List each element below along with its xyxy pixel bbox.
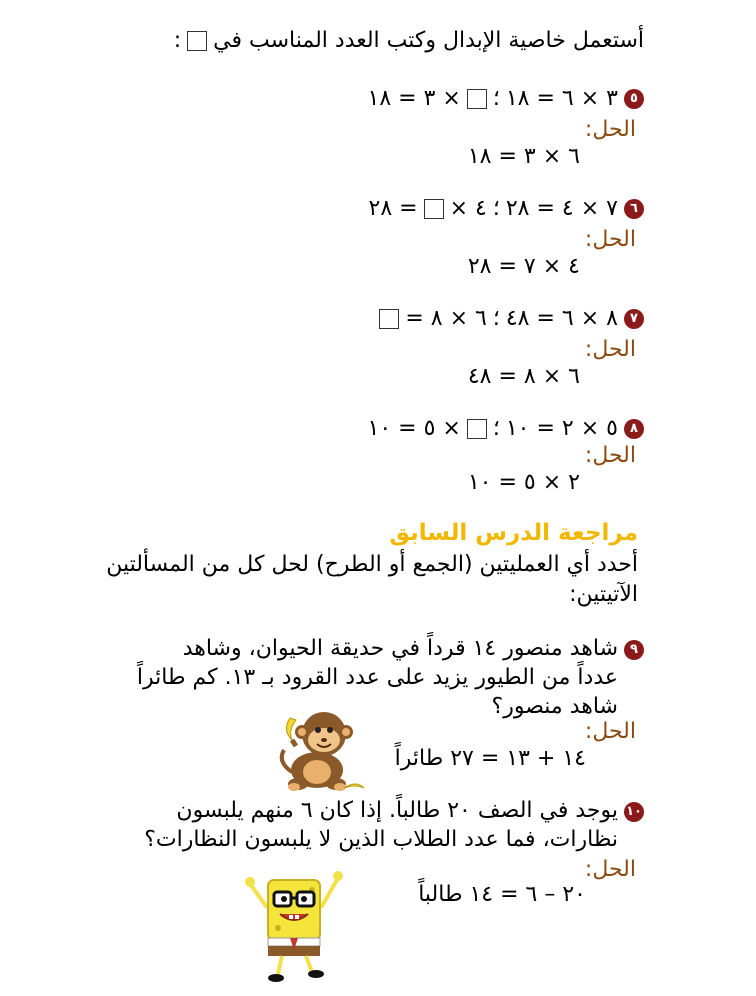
solution-label: الحل: bbox=[584, 857, 636, 882]
equation-right: × ٣ = ١٨ bbox=[367, 86, 461, 111]
sponge-character-illustration bbox=[244, 866, 344, 984]
solution-answer: ٢٠ – ٦ = ١٤ طالباً bbox=[418, 882, 586, 907]
word-problem-text bbox=[144, 796, 618, 854]
monkey-illustration bbox=[272, 702, 372, 794]
answer-box[interactable] bbox=[424, 199, 444, 219]
equation-left: ٥ × ٢ = ١٠ bbox=[505, 416, 618, 441]
review-prompt-line2: الآتيتين: bbox=[569, 582, 638, 607]
equation-right-pre: ٤ × bbox=[449, 196, 487, 221]
instruction-text: أستعمل خاصية الإبدال وكتب العدد المناسب في bbox=[213, 28, 644, 53]
monkey-icon bbox=[272, 702, 372, 794]
answer-box[interactable] bbox=[379, 309, 399, 329]
separator: ؛ bbox=[492, 86, 500, 111]
solution-answer: ٢ × ٥ = ١٠ bbox=[467, 470, 580, 495]
problem-number-badge: ١٠ bbox=[624, 802, 644, 822]
separator: ؛ bbox=[492, 306, 500, 331]
instruction-colon: : bbox=[173, 28, 182, 53]
problem-number-badge: ٥ bbox=[624, 89, 644, 109]
solution-label: الحل: bbox=[584, 227, 636, 252]
word-problem-10 bbox=[144, 796, 644, 854]
answer-box-icon bbox=[187, 31, 207, 51]
equation-left: ٨ × ٦ = ٤٨ bbox=[505, 306, 618, 331]
text-line: نظارات، فما عدد الطلاب الذين لا يلبسون النظارات؟ bbox=[144, 827, 618, 852]
problem-7 bbox=[379, 304, 644, 334]
problem-number-badge: ٦ bbox=[624, 199, 644, 219]
problem-number-badge: ٨ bbox=[624, 419, 644, 439]
text-line: شاهد منصور ١٤ قرداً في حديقة الحيوان، وشاهد bbox=[182, 636, 618, 661]
solution-answer: ٦ × ٣ = ١٨ bbox=[467, 144, 580, 169]
solution-label: الحل: bbox=[584, 719, 636, 744]
answer-box[interactable] bbox=[467, 419, 487, 439]
solution-label: الحل: bbox=[584, 117, 636, 142]
problem-number-badge: ٩ bbox=[624, 640, 644, 660]
problem-6 bbox=[369, 194, 644, 224]
instruction bbox=[174, 26, 644, 56]
solution-label: الحل: bbox=[584, 337, 636, 362]
solution-answer: ٦ × ٨ = ٤٨ bbox=[467, 364, 580, 389]
text-line: يوجد في الصف ٢٠ طالباً. إذا كان ٦ منهم يلبسون bbox=[176, 798, 618, 823]
solution-answer: ١٤ + ١٣ = ٢٧ طائراً bbox=[394, 746, 586, 771]
separator: ؛ bbox=[492, 416, 500, 441]
equation-left: ٧ × ٤ = ٢٨ bbox=[505, 196, 618, 221]
word-problem-text bbox=[137, 634, 618, 721]
sponge-character-icon bbox=[244, 866, 344, 984]
equation-right: × ٥ = ١٠ bbox=[367, 416, 461, 441]
problem-number-badge: ٧ bbox=[624, 309, 644, 329]
text-line: عدداً من الطيور يزيد على عدد القرود بـ ١٣. كم طائراً bbox=[136, 665, 618, 690]
word-problem-9 bbox=[137, 634, 644, 721]
separator: ؛ bbox=[492, 196, 500, 221]
solution-answer: ٤ × ٧ = ٢٨ bbox=[467, 254, 580, 279]
equation-right: = ٢٨ bbox=[368, 196, 418, 221]
review-title: مراجعة الدرس السابق bbox=[389, 520, 638, 546]
solution-label: الحل: bbox=[584, 443, 636, 468]
problem-5 bbox=[368, 84, 644, 114]
answer-box[interactable] bbox=[467, 89, 487, 109]
equation-right-pre: ٦ × ٨ = bbox=[405, 306, 487, 331]
text-line: شاهد منصور؟ bbox=[491, 694, 618, 719]
problem-8 bbox=[368, 414, 644, 444]
equation-left: ٣ × ٦ = ١٨ bbox=[505, 86, 618, 111]
review-prompt-line1: أحدد أي العمليتين (الجمع أو الطرح) لحل كل من المسألتين bbox=[106, 552, 638, 577]
